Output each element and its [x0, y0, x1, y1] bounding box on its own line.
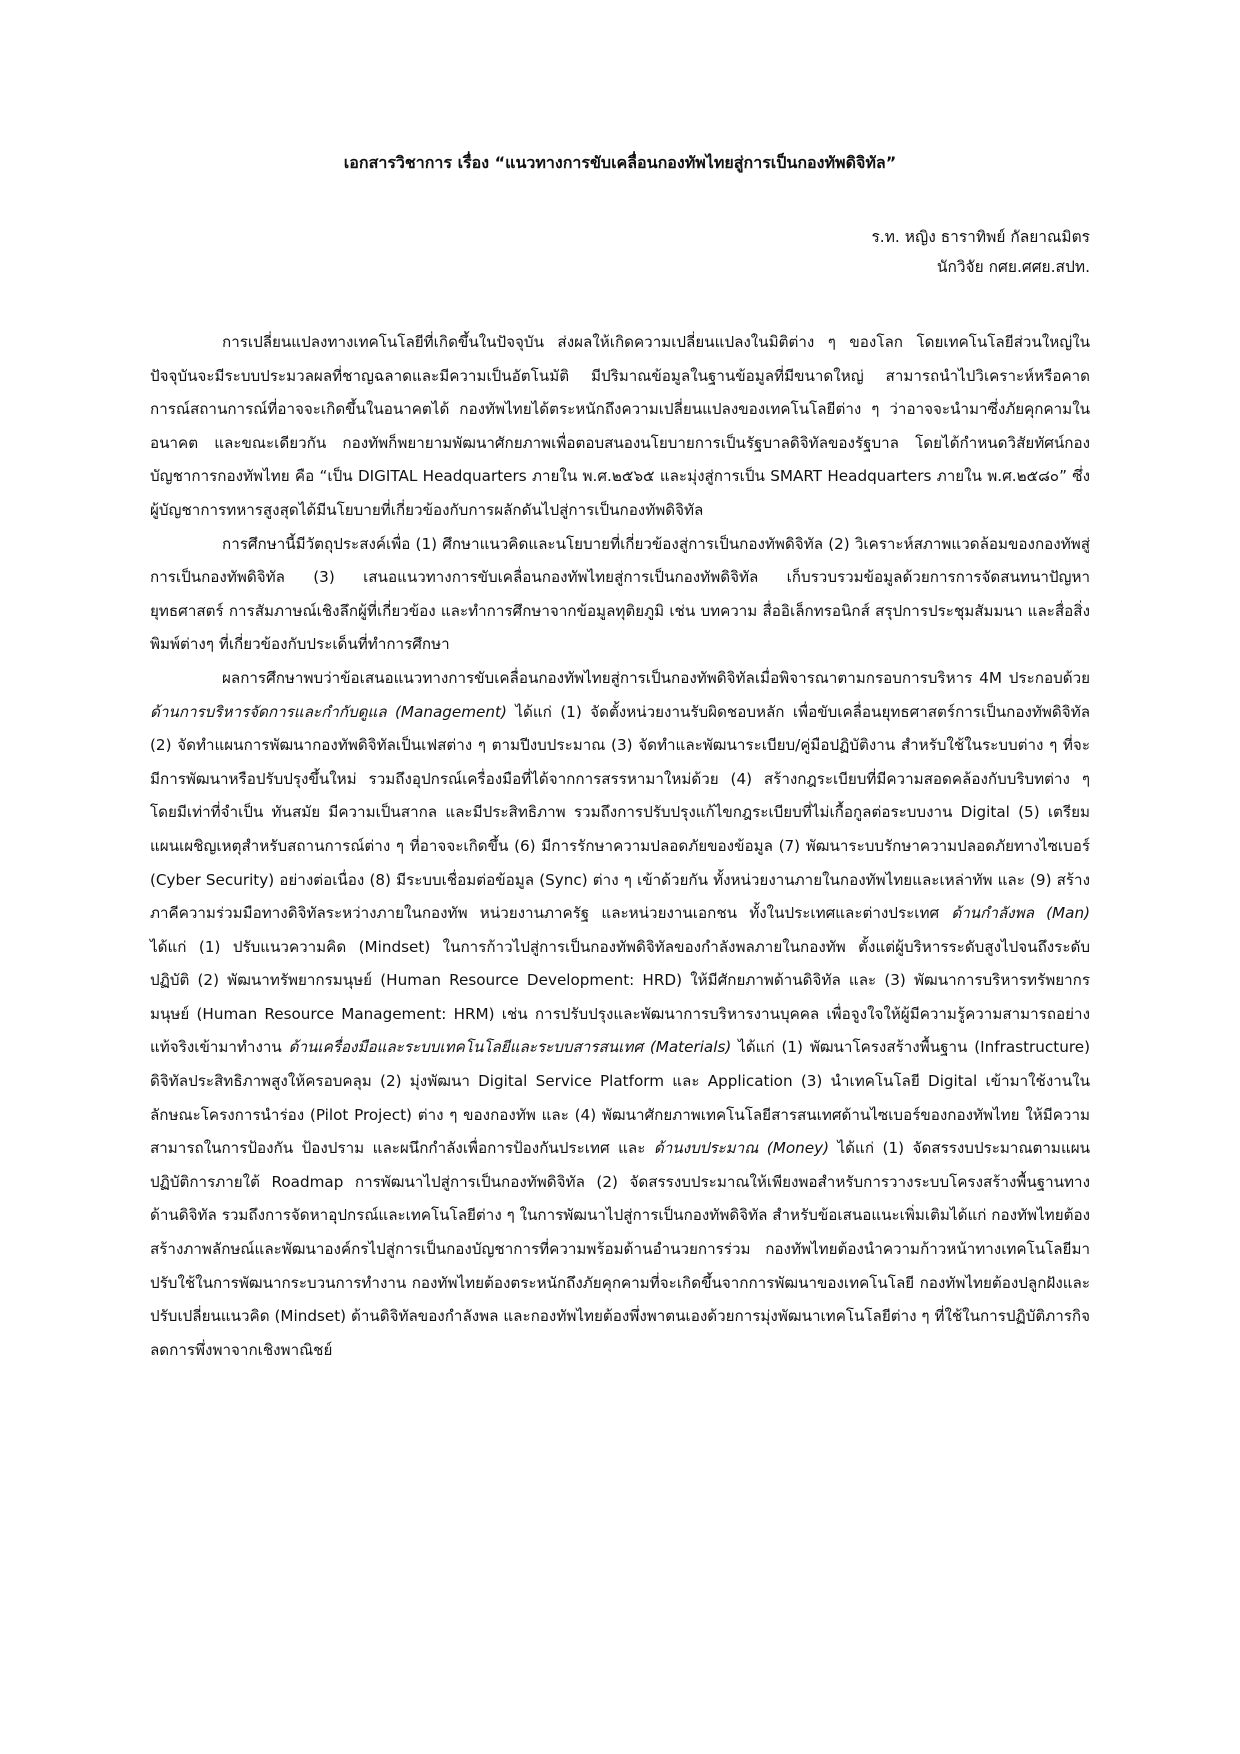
findings-man: ได้แก่ (1) ปรับแนวความคิด (Mindset) ในการก้าวไปสู่การเป็นกองทัพดิจิทัลของกำลังพลภายในกองทัพ ตั้งแต่ผู้บริหารระดับสูงไปจนถึงระดับปฏิบัติ (2) พัฒนาทรัพยากรมนุษย์ (Human Resource Development: HRD) ให้มีศักยภาพด้านดิจิทัล และ (3) พัฒนาการบริหารทรัพยากรมนุษย์ (Human Resource Management: HRM) เช่น การปรับปรุงและพัฒนาการบริหารงานบุคคล เพื่อจูงใจให้ผู้มีความรู้ความสามารถอย่างแท้จริงเข้ามาทำงาน — [150, 937, 1090, 1057]
document-title: เอกสารวิชาการ เรื่อง “แนวทางการขับเคลื่อนกองทัพไทยสู่การเป็นกองทัพดิจิทัล” — [343, 153, 897, 172]
author-position: นักวิจัย กศย.ศศย.สปท. — [936, 258, 1090, 276]
findings-money: ได้แก่ (1) จัดสรรงบประมาณตามแผนปฏิบัติการภายใต้ Roadmap การพัฒนาไปสู่การเป็นกองทัพดิจิทัล (2) จัดสรรงบประมาณให้เพียงพอสำหรับการวางระบบโครงสร้างพื้นฐานทางด้านดิจิทัล รวมถึงการจัดหาอุปกรณ์และเทคโนโลยีต่าง ๆ ในการพัฒนาไปสู่การเป็นกองทัพดิจิทัล สำหรับข้อเสนอแนะเพิ่มเติมได้แก่ กองทัพไทยต้องสร้างภาพลักษณ์และพัฒนาองค์กรไปสู่การเป็นกองบัญชาการที่ความพร้อมด้านอำนวยการร่วม กองทัพไทยต้องนำความก้าวหน้าทางเทคโนโลยีมาปรับใช้ในการพัฒนากระบวนการทำงาน กองทัพไทยต้องตระหนักถึงภัยคุกคามที่จะเกิดขึ้นจากการพัฒนาของเทคโนโลยี กองทัพไทยต้องปลูกฝังและปรับเปลี่ยนแนวคิด (Mindset) ด้านดิจิทัลของกำลังพล และกองทัพไทยต้องพึ่งพาตนเองด้วยการมุ่งพัฒนาเทคโนโลยีต่าง ๆ ที่ใช้ในการปฏิบัติภารกิจ ลดการพึ่งพาจากเชิงพาณิชย์ — [150, 1139, 1091, 1359]
findings-intro: ผลการศึกษาพบว่าข้อเสนอแนวทางการขับเคลื่อนกองทัพไทยสู่การเป็นกองทัพดิจิทัลเมื่อพิจารณาตามกรอบการบริหาร 4M ประกอบด้วย — [222, 668, 1090, 687]
findings-management: ได้แก่ (1) จัดตั้งหน่วยงานรับผิดชอบหลัก เพื่อขับเคลื่อนยุทธศาสตร์การเป็นกองทัพดิจิทัล (2) จัดทำแผนการพัฒนากองทัพดิจิทัลเป็นเฟสต่าง ๆ ตามปีงบประมาณ (3) จัดทำและพัฒนาระเบียบ/คู่มือปฏิบัติงาน สำหรับใช้ในระบบต่าง ๆ ที่จะมีการพัฒนาหรือปรับปรุงขึ้นใหม่ รวมถึงอุปกรณ์เครื่องมือที่ได้จากการสรรหามาใหม่ด้วย (4) สร้างกฎระเบียบที่มีความสอดคล้องกับบริบทต่าง ๆ โดยมีเท่าที่จำเป็น ทันสมัย มีความเป็นสากล และมีประสิทธิภาพ รวมถึงการปรับปรุงแก้ไขกฎระเบียบที่ไม่เกื้อกูลต่อระบบงาน Digital (5) เตรียมแผนเผชิญเหตุสำหรับสถานการณ์ต่าง ๆ ที่อาจจะเกิดขึ้น (6) มีการรักษาความปลอดภัยของข้อมูล (7) พัฒนาระบบรักษาความปลอดภัยทางไซเบอร์ (Cyber Security) อย่างต่อเนื่อง (8) มีระบบเชื่อมต่อข้อมูล (Sync) ต่าง ๆ เข้าด้วยกัน ทั้งหน่วยงานภายในกองทัพไทยและเหล่าทัพ และ (9) สร้างภาคีความร่วมมือทางดิจิทัลระหว่างภายในกองทัพ หน่วยงานภาครัฐ และหน่วยงานเอกชน ทั้งในประเทศและต่างประเทศ — [150, 702, 1091, 923]
heading-money: ด้านงบประมาณ (Money) — [653, 1139, 830, 1158]
paragraph-objectives: การศึกษานี้มีวัตถุประสงค์เพื่อ (1) ศึกษาแนวคิดและนโยบายที่เกี่ยวข้องสู่การเป็นกองทัพดิจิทัล (2) วิเคราะห์สภาพแวดล้อมของกองทัพสู่การเป็นกองทัพดิจิทัล (3) เสนอแนวทางการขับเคลื่อนกองทัพไทยสู่การเป็นกองทัพดิจิทัล เก็บรวบรวมข้อมูลด้วยการการจัดสนทนาปัญหายุทธศาสตร์ การสัมภาษณ์เชิงลึกผู้ที่เกี่ยวข้อง และทำการศึกษาจากข้อมูลทุติยภูมิ เช่น บทความ สื่ออิเล็กทรอนิกส์ สรุปการประชุมสัมมนา และสื่อสิ่งพิมพ์ต่างๆ ที่เกี่ยวข้องกับประเด็นที่ทำการศึกษา — [150, 534, 1090, 654]
paragraph-background: การเปลี่ยนแปลงทางเทคโนโลยีที่เกิดขึ้นในปัจจุบัน ส่งผลให้เกิดความเปลี่ยนแปลงในมิติต่าง ๆ ของโลก โดยเทคโนโลยีส่วนใหญ่ในปัจจุบันจะมีระบบประมวลผลที่ชาญฉลาดและมีความเป็นอัตโนมัติ มีปริมาณข้อมูลในฐานข้อมูลที่มีขนาดใหญ่ สามารถนำไปวิเคราะห์หรือคาดการณ์สถานการณ์ที่อาจจะเกิดขึ้นในอนาคตได้ กองทัพไทยได้ตระหนักถึงความเปลี่ยนแปลงของเทคโนโลยีต่าง ๆ ว่าอาจจะนำมาซึ่งภัยคุกคามในอนาคต และขณะเดียวกัน กองทัพก็พยายามพัฒนาศักยภาพเพื่อตอบสนองนโยบายการเป็นรัฐบาลดิจิทัลของรัฐบาล โดยได้กำหนดวิสัยทัศน์กองบัญชาการกองทัพไทย คือ “เป็น DIGITAL Headquarters ภายใน พ.ศ.๒๕๖๕ และมุ่งสู่การเป็น SMART Headquarters ภายใน พ.ศ.๒๕๘๐” ซึ่งผู้บัญชาการทหารสูงสุดได้มีนโยบายที่เกี่ยวข้องกับการผลักดันไปสู่การเป็นกองทัพดิจิทัล — [150, 333, 1090, 519]
heading-materials: ด้านเครื่องมือและระบบเทคโนโลยีและระบบสารสนเทศ (Materials) — [288, 1038, 732, 1057]
author-name: ร.ท. หญิง ธาราทิพย์ กัลยาณมิตร — [871, 228, 1090, 246]
heading-management: ด้านการบริหารจัดการและกำกับดูแล (Management) — [150, 702, 507, 721]
author-block — [150, 222, 1090, 282]
heading-man: ด้านกำลังพล (Man) — [951, 904, 1090, 923]
findings-materials: ได้แก่ (1) พัฒนาโครงสร้างพื้นฐาน (Infrastructure) ดิจิทัลประสิทธิภาพสูงให้ครอบคลุม (2) มุ่งพัฒนา Digital Service Platform และ Application (3) นำเทคโนโลยี Digital เข้ามาใช้งานในลักษณะโครงการนำร่อง (Pilot Project) ต่าง ๆ ของกองทัพ และ (4) พัฒนาศักยภาพเทคโนโลยีสารสนเทศด้านไซเบอร์ของกองทัพไทย ให้มีความสามารถในการป้องกัน ป้องปราม และผนึกกำลังเพื่อการป้องกันประเทศ และ — [150, 1038, 1091, 1158]
paragraph-findings — [150, 662, 1090, 1367]
document-body — [150, 326, 1090, 1367]
